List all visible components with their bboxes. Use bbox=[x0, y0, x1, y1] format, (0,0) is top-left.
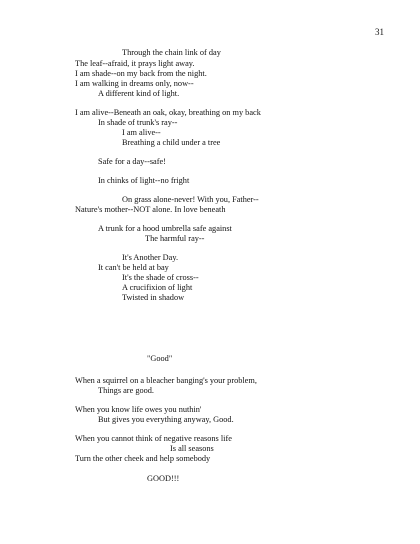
poem-line: Safe for a day--safe! bbox=[98, 157, 166, 166]
poem-line: Is all seasons bbox=[170, 444, 214, 453]
poem-line: I am shade--on my back from the night. bbox=[75, 69, 207, 78]
poem-line: It can't be held at bay bbox=[98, 263, 169, 272]
poem-line: The leaf--afraid, it prays light away. bbox=[75, 59, 195, 68]
page-number: 31 bbox=[375, 27, 384, 37]
poem-line: Things are good. bbox=[98, 386, 154, 395]
poem-line: Twisted in shadow bbox=[122, 293, 185, 302]
poem-line: On grass alone-never! With you, Father-- bbox=[122, 195, 259, 204]
poem-line: I am alive-- bbox=[122, 128, 161, 137]
poem-line: Through the chain link of day bbox=[122, 48, 221, 57]
poem-title: "Good" bbox=[147, 354, 173, 363]
poem-line: I am walking in dreams only, now-- bbox=[75, 79, 194, 88]
poem-line: I am alive--Beneath an oak, okay, breathing on my back bbox=[75, 108, 261, 117]
poem-line: A crucifixion of light bbox=[122, 283, 193, 292]
poem-line: The harmful ray-- bbox=[145, 234, 205, 243]
poem-line: GOOD!!! bbox=[147, 474, 180, 483]
poem-line: It's Another Day. bbox=[122, 253, 179, 262]
poem-line: When you know life owes you nuthin' bbox=[75, 405, 202, 414]
poem-line: Nature's mother--NOT alone. In love beneath bbox=[75, 205, 226, 214]
poem-line: In chinks of light--no fright bbox=[98, 176, 190, 185]
poem-line: When you cannot think of negative reasons life bbox=[75, 434, 232, 443]
poem-line: Breathing a child under a tree bbox=[122, 138, 221, 147]
poem-line: In shade of trunk's ray-- bbox=[98, 118, 178, 127]
poem-line: A different kind of light. bbox=[98, 89, 180, 98]
poem-line: It's the shade of cross-- bbox=[122, 273, 199, 282]
poem-line: But gives you everything anyway, Good. bbox=[98, 415, 234, 424]
poem-line: A trunk for a hood umbrella safe against bbox=[98, 224, 232, 233]
poem-line: Turn the other cheek and help somebody bbox=[75, 454, 211, 463]
poem-line: When a squirrel on a bleacher banging's your problem, bbox=[75, 376, 257, 385]
